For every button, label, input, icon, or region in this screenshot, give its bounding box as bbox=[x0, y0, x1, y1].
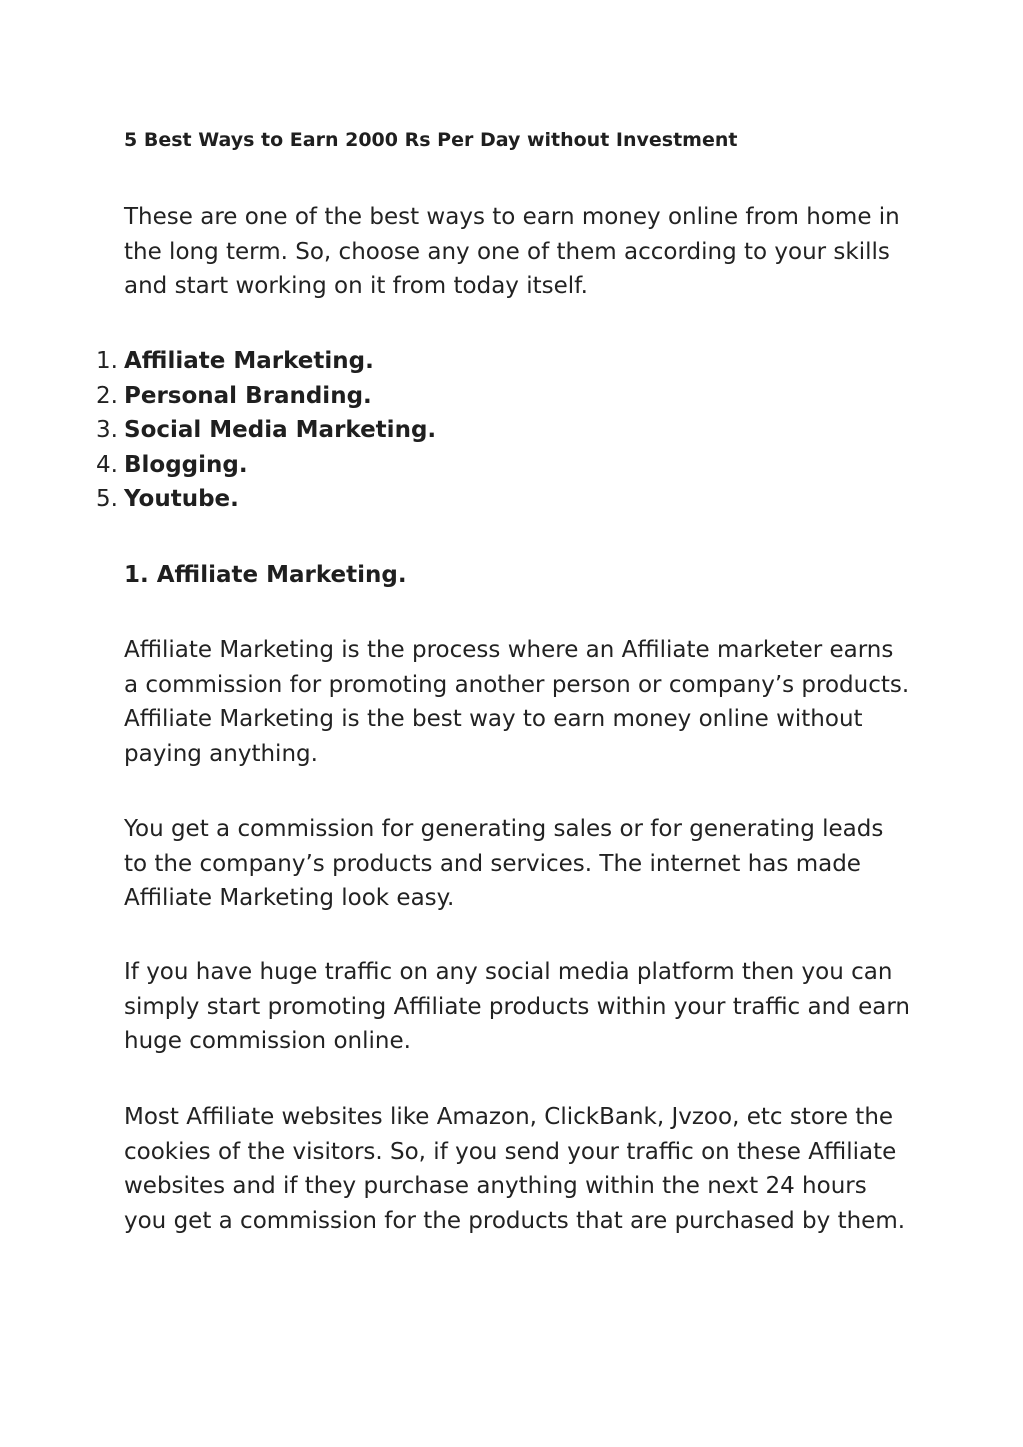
body-paragraph: If you have huge traffic on any social media platform then you can simply start promoting Affiliate products within your traffic and earn huge commission online. bbox=[124, 959, 910, 1054]
intro-paragraph: These are one of the best ways to earn money online from home in the long term. So, choose any one of them according to your skills and start working on it from today itself. bbox=[124, 204, 900, 299]
list-item bbox=[0, 482, 1023, 517]
list-item-label: Youtube. bbox=[124, 486, 239, 512]
body-paragraph: You get a commission for generating sales or for generating leads to the company’s products and services. The internet has made Affiliate Marketing look easy. bbox=[124, 816, 884, 911]
list-item bbox=[0, 448, 1023, 483]
body-paragraph: Most Affiliate websites like Amazon, ClickBank, Jvzoo, etc store the cookies of the visitors. So, if you send your traffic on these Affiliate websites and if they purchase anything within the next 24 hours you get a commission for the products that are purchased by them. bbox=[124, 1104, 906, 1234]
list-item-label: Blogging. bbox=[124, 451, 248, 478]
list-item-number: 1. bbox=[96, 348, 118, 374]
list-item bbox=[0, 379, 1023, 414]
list-item-number: 5. bbox=[96, 486, 118, 512]
list-item-label: Affiliate Marketing. bbox=[124, 348, 374, 374]
list-item-number: 3. bbox=[96, 417, 118, 443]
list-item-label: Social Media Marketing. bbox=[124, 417, 437, 443]
list-item bbox=[0, 413, 1023, 448]
section-heading: 1. Affiliate Marketing. bbox=[124, 562, 407, 588]
list-item-number: 2. bbox=[96, 382, 118, 409]
list-item bbox=[0, 344, 1023, 379]
document-title: 5 Best Ways to Earn 2000 Rs Per Day without Investment bbox=[124, 129, 738, 151]
body-paragraph: Affiliate Marketing is the process where an Affiliate marketer earns a commission for promoting another person or company’s products. Affiliate Marketing is the best way to earn money online without paying anything. bbox=[124, 637, 910, 767]
list-item-label: Personal Branding. bbox=[124, 382, 372, 409]
list-item-number: 4. bbox=[96, 451, 118, 478]
ways-list bbox=[0, 344, 1023, 517]
